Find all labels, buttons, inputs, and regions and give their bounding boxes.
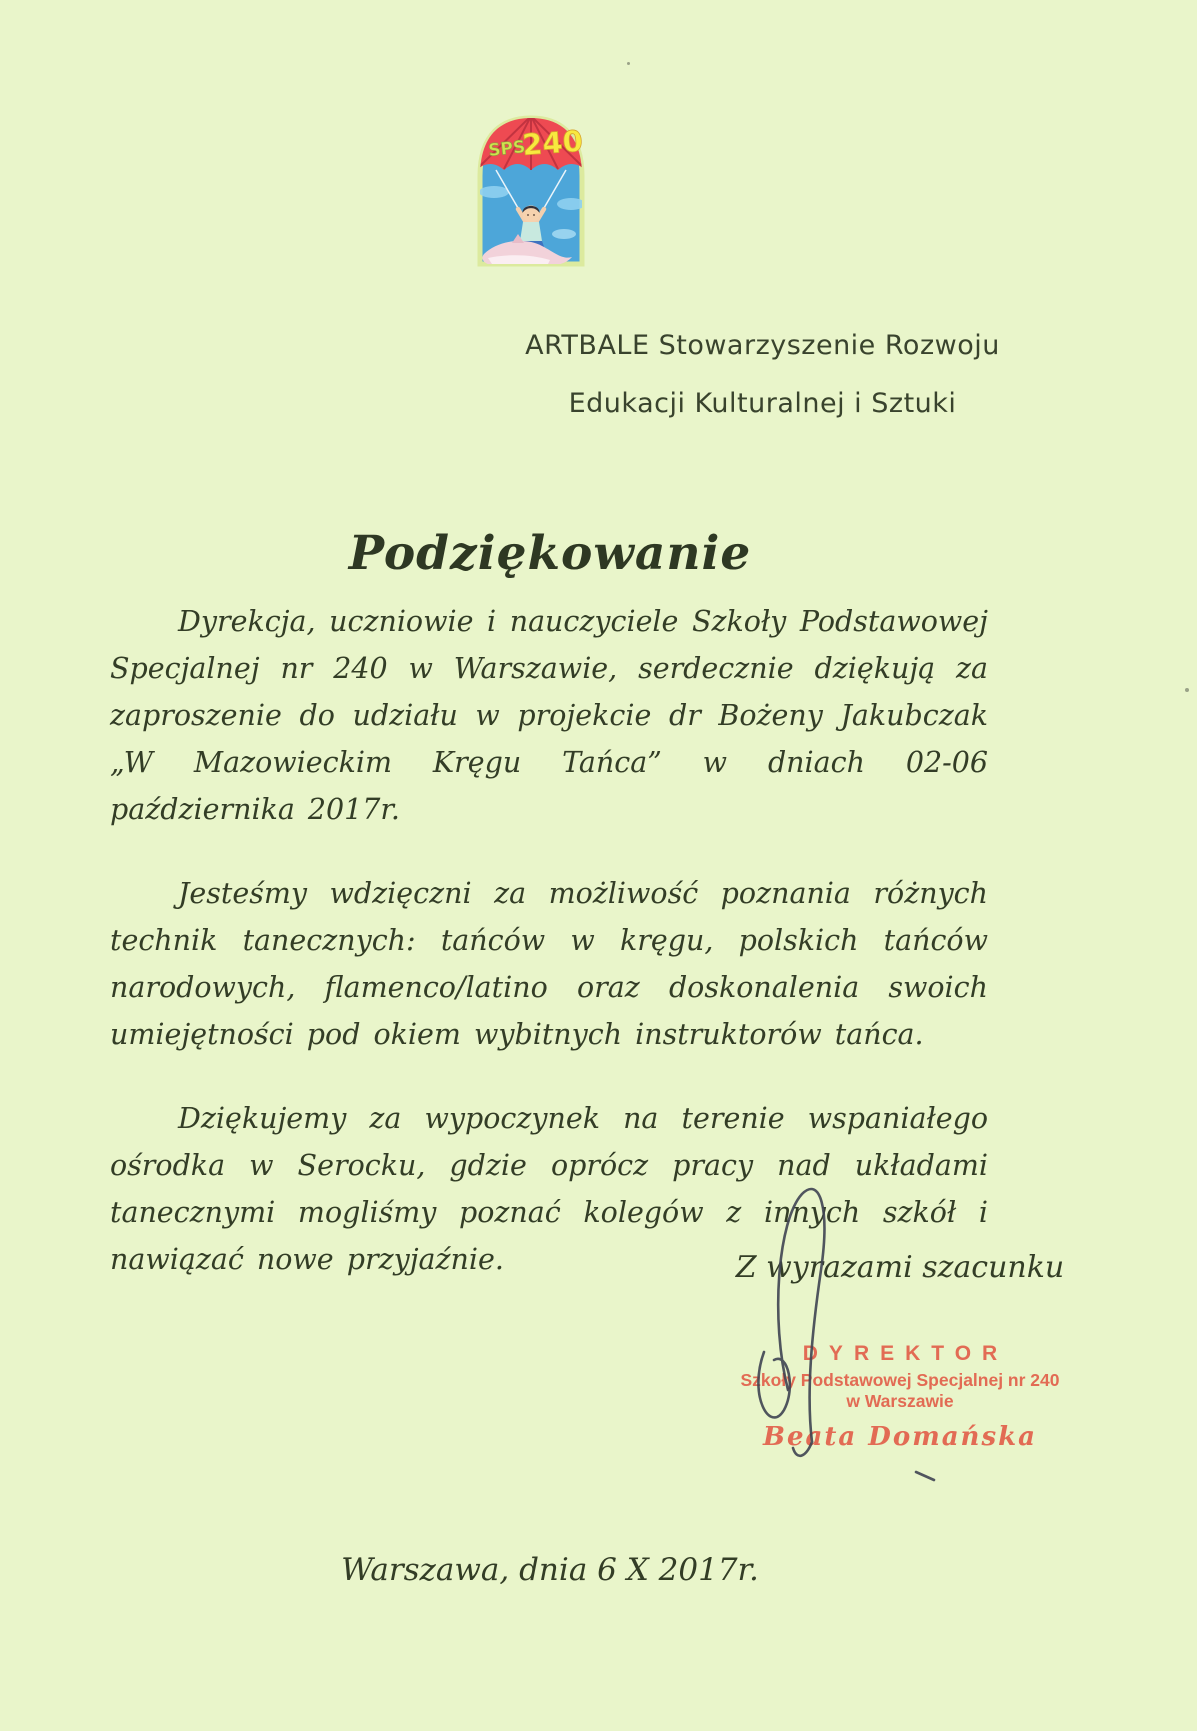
paragraph-3: Dziękujemy za wypoczynek na terenie wspaniałego ośrodka w Serocku, gdzie oprócz pracy nad układami tanecznymi mogliśmy poznać kolegów z innych szkół i nawiązać nowe przyjaźnie. (110, 1102, 988, 1276)
org-header-line2: Edukacji Kulturalnej i Sztuki (568, 388, 957, 419)
cloud-graphic (552, 229, 576, 239)
stamp-signer-name: Beata Domańska (763, 1422, 1037, 1452)
paragraph-1: Dyrekcja, uczniowie i nauczyciele Szkoły Podstawowej Specjalnej nr 240 w Warszawie, serdecznie dziękują za zaproszenie do udziału w projekcie dr Bożeny Jakubczak „W Mazowieckim Kręgu Tańca” w dniach 02-06 października 2017r. (110, 605, 988, 826)
handwritten-signature (740, 1180, 950, 1490)
stamp-org-line1: Szkoły Podstawowej Specjalnej nr 240 (740, 1370, 1060, 1390)
paragraph-2: Jesteśmy wdzięczni za możliwość poznania różnych technik tanecznych: tańców w kręgu, polskich tańców narodowych, flamenco/latino oraz doskonalenia swoich umiejętności pod okiem wybitnych instruktorów tańca. (110, 877, 988, 1051)
closing-salutation: Z wyrazami szacunku (735, 1250, 1065, 1285)
stamp-org-line2: w Warszawie (846, 1391, 954, 1411)
school-logo (472, 112, 590, 268)
logo-sps-text: SPS (487, 137, 527, 161)
org-header-line1: ARTBALE Stowarzyszenie Rozwoju (525, 330, 1000, 361)
school-logo-graphic (472, 112, 590, 268)
scan-speck (1185, 688, 1189, 692)
scan-speck (627, 62, 630, 65)
stamp-role: DYREKTOR (802, 1342, 1009, 1365)
date-line: Warszawa, dnia 6 X 2017r. (341, 1552, 759, 1588)
cloud-graphic (479, 186, 509, 198)
logo-240-text: 240 (521, 123, 584, 162)
page-title: Podziękowanie (348, 526, 752, 581)
cloud-graphic (557, 198, 585, 210)
